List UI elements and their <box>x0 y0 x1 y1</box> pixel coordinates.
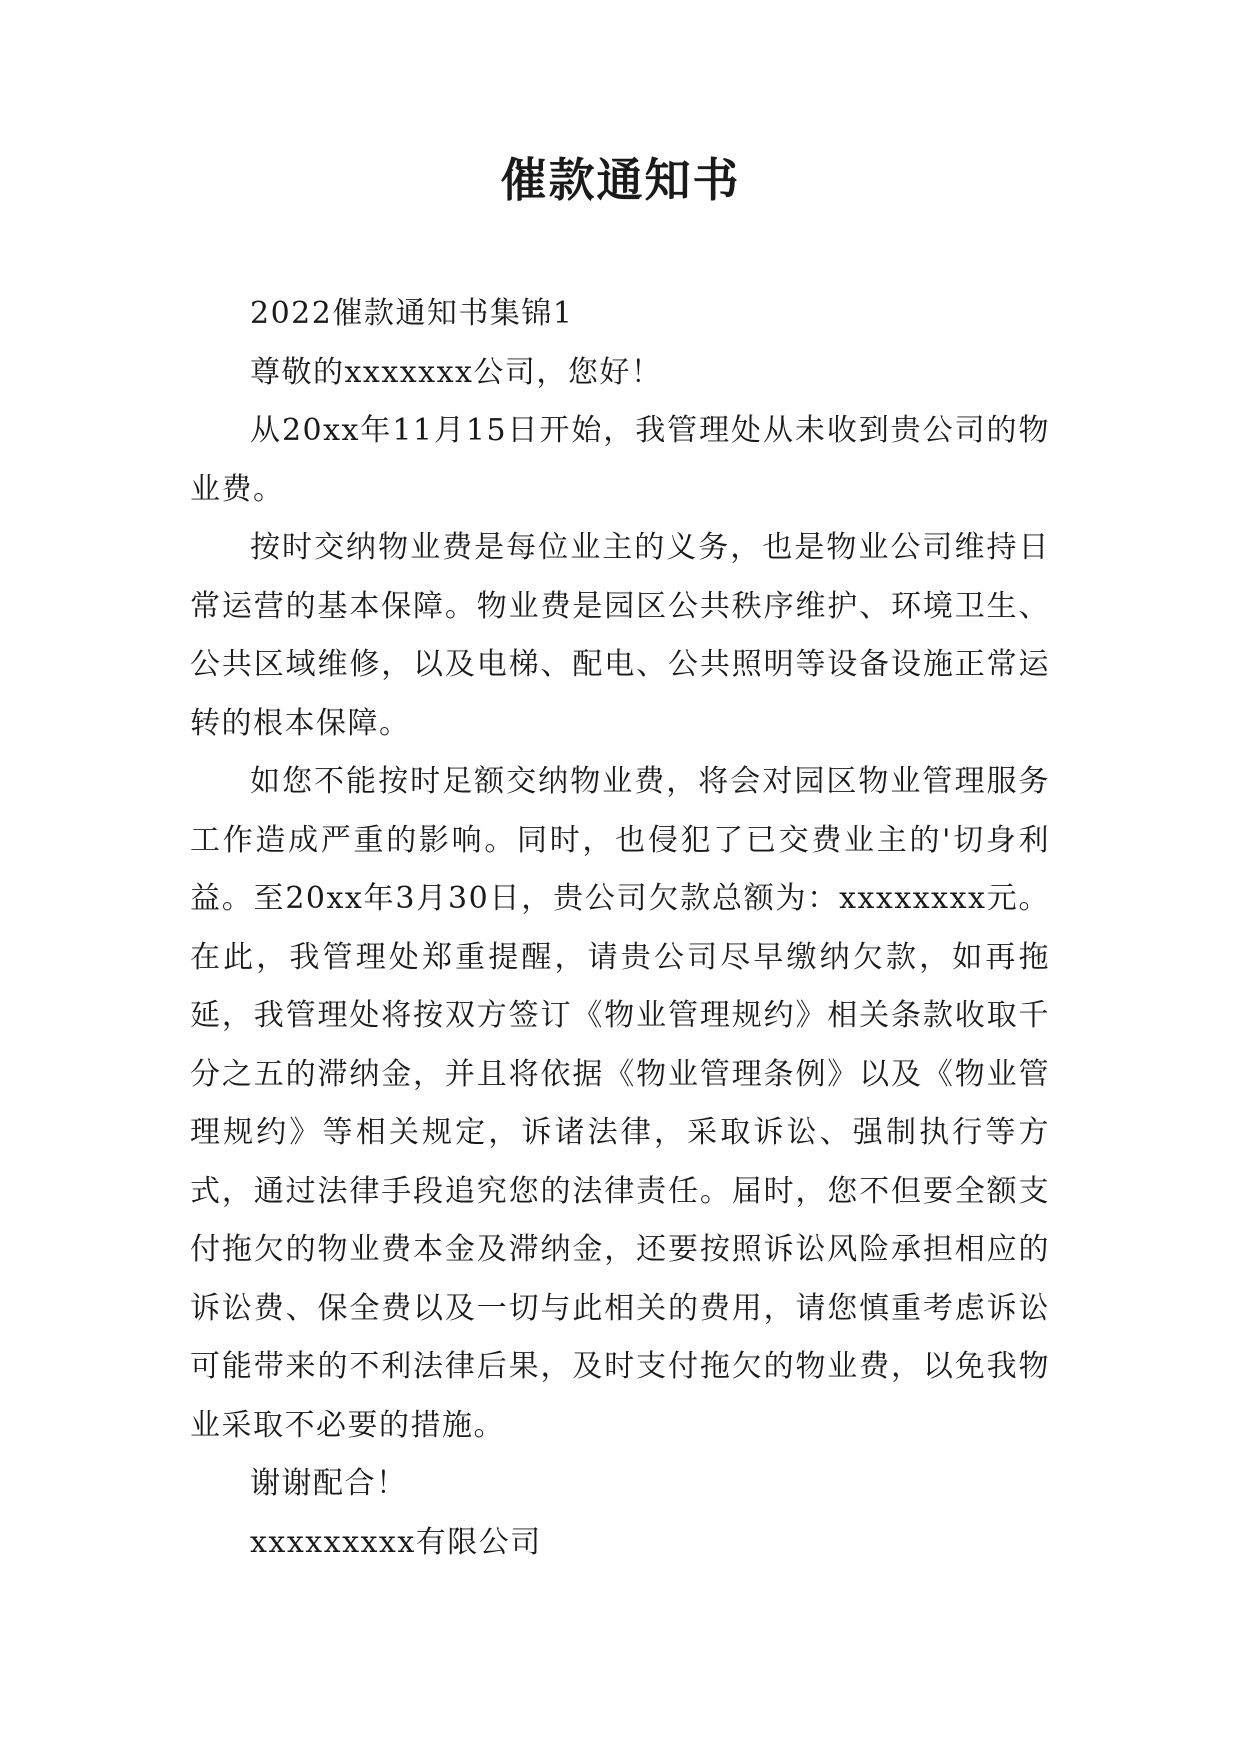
paragraph-warning: 如您不能按时足额交纳物业费，将会对园区物业管理服务工作造成严重的影响。同时，也侵犯了已交费业主的'切身利益。至20xx年3月30日，贵公司欠款总额为：xxxxxxxx元。在此，我管理处郑重提醒，请贵公司尽早缴纳欠款，如再拖延，我管理处将按双方签订《物业管理规约》相关条款收取千分之五的滞纳金，并且将依据《物业管理条例》以及《物业管理规约》等相关规定，诉诸法律，采取诉讼、强制执行等方式，通过法律手段追究您的法律责任。届时，您不但要全额支付拖欠的物业费本金及滞纳金，还要按照诉讼风险承担相应的诉讼费、保全费以及一切与此相关的费用，请您慎重考虑诉讼可能带来的不利法律后果，及时支付拖欠的物业费，以免我物业采取不必要的措施。 <box>190 764 1050 1443</box>
document-body <box>190 285 1050 1572</box>
paragraph-heading: 2022催款通知书集锦1 <box>250 296 574 331</box>
paragraph-signature: xxxxxxxxx有限公司 <box>250 1524 542 1560</box>
paragraph-start-date: 从20xx年11月15日开始，我管理处从未收到贵公司的物业费。 <box>190 413 1050 507</box>
paragraph-obligation: 按时交纳物业费是每位业主的义务，也是物业公司维持日常运营的基本保障。物业费是园区公共秩序维护、环境卫生、公共区域维修，以及电梯、配电、公共照明等设备设施正常运转的根本保障。 <box>190 530 1050 741</box>
paragraph-thanks: 谢谢配合！ <box>250 1466 408 1501</box>
document-title: 催款通知书 <box>500 153 741 207</box>
paragraph-salutation: 尊敬的xxxxxxx公司，您好！ <box>250 354 663 390</box>
